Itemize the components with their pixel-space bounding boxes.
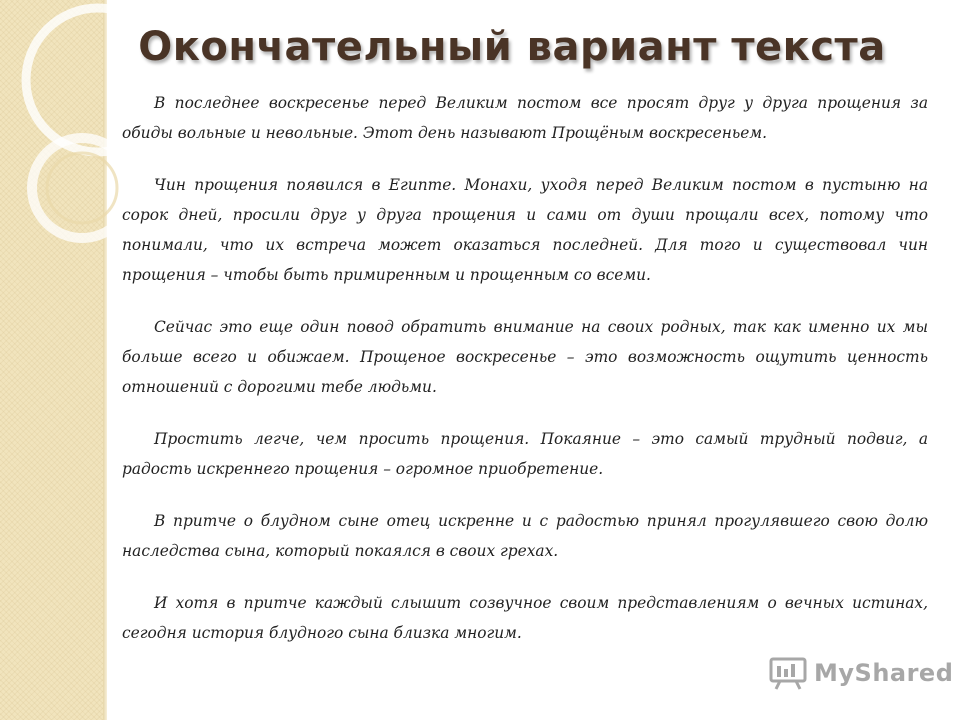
watermark <box>768 656 953 690</box>
watermark-text: MyShared <box>814 659 954 687</box>
paragraph-4: Простить легче, чем просить прощения. Покаяние – это самый трудный подвиг, а радость искреннего прощения – огромное приобретение. <box>122 430 928 478</box>
slide-title: Окончательный вариант текста <box>138 24 886 70</box>
presentation-board-icon <box>768 656 808 690</box>
decorative-ring-inner <box>47 153 117 223</box>
paragraph-6: И хотя в притче каждый слышит созвучное своим представлениям о вечных истинах, сегодня история блудного сына близка многим. <box>122 594 928 642</box>
paragraph-5: В притче о блудном сыне отец искренне и с радостью принял прогулявшего свою долю наследства сына, который покаялся в своих грехах. <box>122 512 928 560</box>
paragraph-3: Сейчас это еще один повод обратить внимание на своих родных, так как именно их мы больше всего и обижаем. Прощеное воскресенье – это возможность ощутить ценность отношений с дорогими тебе людьми. <box>122 318 928 396</box>
paragraph-2: Чин прощения появился в Египте. Монахи, уходя перед Великим постом в пустыню на сорок дней, просили друг у друга прощения и сами от души прощали всех, потому что понимали, что их встреча может оказаться последней. Для того и существовал чин прощения – чтобы быть примиренным и прощенным со всеми. <box>122 176 928 284</box>
paragraph-1: В последнее воскресенье перед Великим постом все просят друг у друга прощения за обиды вольные и невольные. Этот день называют Прощёным воскресеньем. <box>122 94 928 142</box>
slide-body <box>122 88 928 670</box>
